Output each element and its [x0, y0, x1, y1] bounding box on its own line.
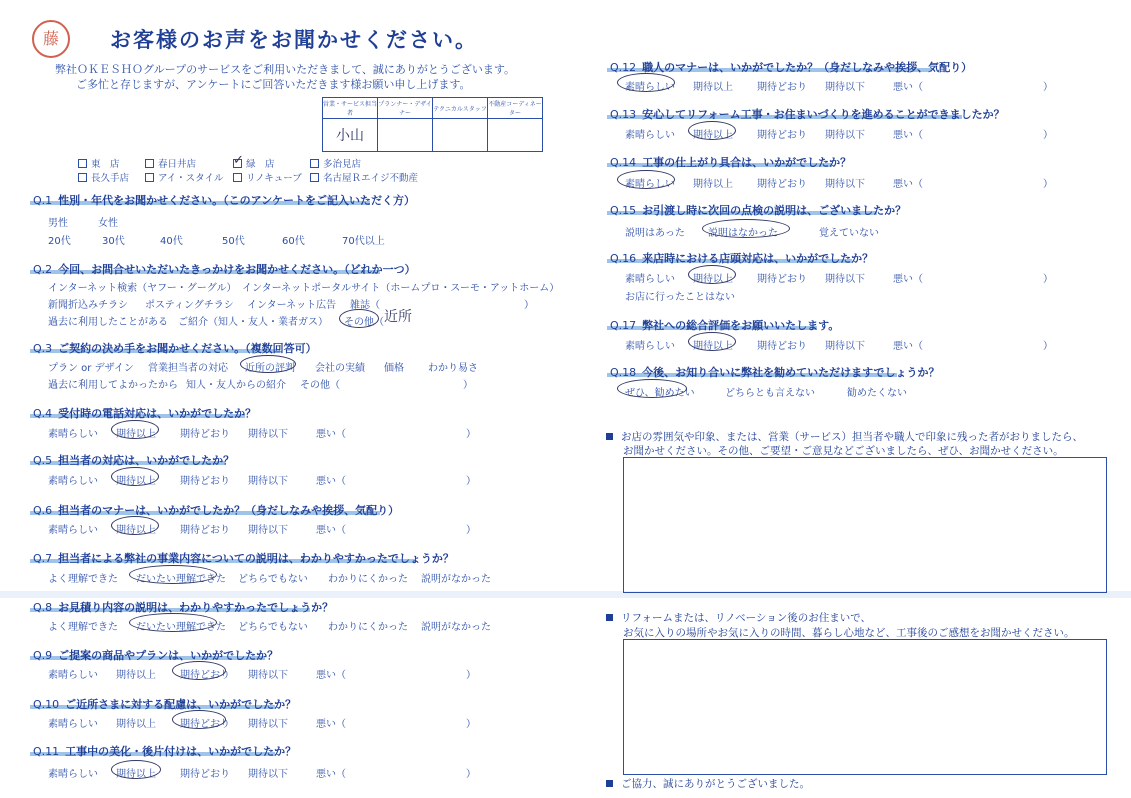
- q6-opt-as-expected[interactable]: 期待どおり: [180, 525, 230, 536]
- q2-title: Q.2 今回、お問合せいただいたきっかけをお聞かせください。（どれか一つ）: [33, 263, 416, 276]
- thanks-message: ご協力、誠にありがとうございました。: [606, 776, 810, 791]
- intro-line-1: 弊社ＯＫＥＳＨＯグループのサービスをご利用いただきまして、誠にありがとうございます。: [55, 63, 516, 76]
- q12-opt-poor[interactable]: 悪い（: [893, 82, 923, 93]
- q10-opt-below[interactable]: 期待以下: [248, 719, 288, 730]
- q16-answer-circle: [688, 265, 736, 284]
- q10-options: [48, 715, 476, 730]
- q17-opt-as-expected[interactable]: 期待どおり: [757, 341, 807, 352]
- q16-opt-excellent[interactable]: 素晴らしい: [625, 274, 675, 285]
- comment1-prompt-line2: お聞かせください。その他、ご要望・ご意見などございましたら、ぜひ、お聞かせください。: [623, 445, 1064, 457]
- q2-opt-search[interactable]: インターネット検索（ヤフー・グーグル）: [48, 283, 237, 294]
- q8-options: [48, 618, 491, 633]
- comment1-textarea[interactable]: [623, 457, 1107, 593]
- q4-opt-excellent[interactable]: 素晴らしい: [48, 429, 98, 440]
- q14-answer-circle: [617, 170, 675, 189]
- q14-opt-as-expected[interactable]: 期待どおり: [757, 179, 807, 190]
- q15-title: Q.15 お引渡し時に次回の点検の説明は、ございましたか？: [610, 204, 907, 217]
- q3-opt-friend[interactable]: 知人・友人からの紹介: [186, 380, 286, 391]
- store-label: リノキューブ: [246, 173, 302, 184]
- q15-opt-explained[interactable]: 説明はあった: [625, 228, 685, 239]
- store-tajimi[interactable]: [310, 156, 361, 170]
- q7-opt-understood[interactable]: よく理解できた: [48, 574, 118, 585]
- store-istyle[interactable]: [145, 170, 223, 184]
- page-title: お客様のお声をお聞かせください。: [110, 28, 478, 52]
- q14-opt-excellent[interactable]: 素晴らしい: [625, 179, 675, 190]
- store-midori[interactable]: [233, 153, 275, 170]
- q7-opt-mostly[interactable]: だいたい理解できた: [136, 574, 226, 585]
- store-nagakute[interactable]: [78, 170, 129, 184]
- q13-opt-poor[interactable]: 悪い（: [893, 130, 923, 141]
- staff-header-sales: 営業・サービス担当者: [323, 98, 378, 119]
- paren-close: ）: [466, 525, 476, 536]
- staff-table: [322, 97, 543, 152]
- q2-opt-other[interactable]: その他（: [344, 317, 384, 328]
- seal-stamp: 藤: [32, 20, 70, 58]
- q1-age-70s[interactable]: 70代以上: [342, 236, 385, 247]
- q4-answer-circle: [111, 420, 159, 439]
- q14-opt-poor[interactable]: 悪い（: [893, 179, 923, 190]
- q16-opt-never-visited[interactable]: お店に行ったことはない: [625, 292, 735, 303]
- q3-title: Q.3 ご契約の決め手をお聞かせください。（複数回答可）: [33, 342, 317, 355]
- bullet-square-icon: [606, 433, 613, 440]
- paren-close: ）: [1043, 82, 1053, 93]
- q2-opt-posting[interactable]: ポスティングチラシ: [145, 300, 234, 311]
- q12-opt-excellent[interactable]: 素晴らしい: [625, 82, 675, 93]
- q11-opt-as-expected[interactable]: 期待どおり: [180, 769, 230, 780]
- q5-opt-as-expected[interactable]: 期待どおり: [180, 476, 230, 487]
- store-label: 長久手店: [91, 173, 130, 184]
- q18-opt-recommend[interactable]: ぜひ、勧めたい: [625, 388, 695, 399]
- q2-opt-past[interactable]: 過去に利用したことがある: [48, 317, 168, 328]
- q18-opt-neutral[interactable]: どちらとも言えない: [725, 388, 815, 399]
- q8-opt-no-explanation[interactable]: 説明がなかった: [421, 622, 491, 633]
- q14-title: Q.14 工事の仕上がり具合は、いかがでしたか？: [610, 156, 852, 169]
- q9-opt-excellent[interactable]: 素晴らしい: [48, 670, 98, 681]
- q14-opt-above[interactable]: 期待以上: [693, 179, 733, 190]
- q3-opt-plan[interactable]: プラン or デザイン: [48, 363, 134, 374]
- comment2-prompt-line1: リフォームまたは、リノベーション後のお住まいで、: [606, 610, 871, 625]
- q10-answer-circle: [172, 710, 226, 729]
- q10-opt-above[interactable]: 期待以上: [116, 719, 156, 730]
- q13-opt-above[interactable]: 期待以上: [693, 130, 733, 141]
- q4-opt-below[interactable]: 期待以下: [248, 429, 288, 440]
- q8-opt-unclear[interactable]: わかりにくかった: [328, 622, 408, 633]
- q2-opt-portal[interactable]: インターネットポータルサイト（ホームプロ・スーモ・アットホーム）: [242, 283, 560, 294]
- paren-close: ）: [466, 769, 476, 780]
- q15-answer-circle: [702, 219, 790, 238]
- q9-title: Q.9 ご提案の商品やプランは、いかがでしたか？: [33, 649, 279, 662]
- q2-opt-referral[interactable]: ご紹介（知人・友人・業者ガス）: [178, 317, 328, 328]
- q9-answer-circle: [172, 661, 226, 680]
- q8-opt-mostly[interactable]: だいたい理解できた: [136, 622, 226, 633]
- q12-opt-below[interactable]: 期待以下: [825, 82, 865, 93]
- q5-title: Q.5 担当者の対応は、いかがでしたか？: [33, 454, 235, 467]
- comment2-prompt-line2: お気に入りの場所やお気に入りの時間、暮らし心地など、工事後のご感想をお聞かせください。: [623, 627, 1075, 639]
- q7-title: Q.7 担当者による弊社の事業内容についての説明は、わかりやすかったでしょうか？: [33, 552, 454, 565]
- checkbox-checked[interactable]: [233, 153, 244, 168]
- q16-opt-as-expected[interactable]: 期待どおり: [757, 274, 807, 285]
- q17-opt-below[interactable]: 期待以下: [825, 341, 865, 352]
- q8-title: Q.8 お見積り内容の説明は、わかりやすかったでしょうか？: [33, 601, 334, 614]
- q17-answer-circle: [688, 332, 736, 351]
- q6-answer-circle: [111, 516, 159, 535]
- q11-opt-below[interactable]: 期待以下: [248, 769, 288, 780]
- q6-title: Q.6 担当者のマナーは、いかがでしたか？（身だしなみや挨拶、気配り）: [33, 504, 400, 517]
- q13-opt-below[interactable]: 期待以下: [825, 130, 865, 141]
- q3-other-close: ）: [463, 380, 473, 391]
- q2-answer-circle: [339, 309, 379, 328]
- q5-opt-above[interactable]: 期待以上: [116, 476, 156, 487]
- staff-header-technical: テクニカルスタッフ: [433, 98, 488, 119]
- checkbox[interactable]: [145, 159, 154, 168]
- q1-age-30s[interactable]: 30代: [102, 236, 125, 247]
- store-higashi[interactable]: [78, 156, 120, 170]
- q2-handwritten-answer[interactable]: 近所: [384, 309, 412, 325]
- q13-answer-circle: [688, 121, 736, 140]
- q10-opt-poor[interactable]: 悪い（: [316, 719, 346, 730]
- q1-title: Q.1 性別・年代をお聞かせください。（このアンケートをご記入いただく方）: [33, 194, 415, 207]
- store-label: 東 店: [91, 159, 120, 170]
- q3-opt-other[interactable]: その他（: [300, 380, 340, 391]
- q3-opt-staff[interactable]: 営業担当者の対応: [148, 363, 228, 374]
- checkbox[interactable]: [310, 173, 319, 182]
- paren-close: ）: [1043, 341, 1053, 352]
- q9-opt-poor[interactable]: 悪い（: [316, 670, 346, 681]
- q2-opt-newspaper[interactable]: 新聞折込みチラシ: [48, 300, 128, 311]
- q7-options: [48, 570, 491, 585]
- q7-answer-circle: [129, 565, 217, 584]
- q7-opt-unclear[interactable]: わかりにくかった: [328, 574, 408, 585]
- q3-opt-track-record[interactable]: 会社の実績: [315, 363, 365, 374]
- store-nagoya-rage[interactable]: [310, 170, 418, 184]
- q1-gender-male[interactable]: 男性: [48, 218, 68, 229]
- checkbox[interactable]: [310, 159, 319, 168]
- comment1-prompt-line1: お店の雰囲気や印象、または、営業（サービス）担当者や職人で印象に残った者がおりましたら、: [606, 429, 1083, 444]
- q16-opt-above[interactable]: 期待以上: [693, 274, 733, 285]
- intro-line-2: ご多忙と存じますが、アンケートにご回答いただきます様お願い申し上げます。: [76, 78, 471, 91]
- q6-opt-above[interactable]: 期待以上: [116, 525, 156, 536]
- q7-opt-neutral[interactable]: どちらでもない: [238, 574, 308, 585]
- bullet-square-icon: [606, 780, 613, 787]
- q12-answer-circle: [617, 73, 675, 92]
- q11-opt-excellent[interactable]: 素晴らしい: [48, 769, 98, 780]
- q9-opt-below[interactable]: 期待以下: [248, 670, 288, 681]
- q18-title: Q.18 今後、お知り合いに弊社を勧めていただけますでしょうか？: [610, 366, 940, 379]
- bullet-square-icon: [606, 614, 613, 621]
- staff-header-realestate: 不動産コーディネーター: [488, 98, 543, 119]
- paren-close: ）: [466, 719, 476, 730]
- q9-opt-above[interactable]: 期待以上: [116, 670, 156, 681]
- q3-opt-past[interactable]: 過去に利用してよかったから: [48, 380, 178, 391]
- q1-age-20s[interactable]: 20代: [48, 236, 71, 247]
- q10-opt-excellent[interactable]: 素晴らしい: [48, 719, 98, 730]
- q17-opt-above[interactable]: 期待以上: [693, 341, 733, 352]
- q17-opt-excellent[interactable]: 素晴らしい: [625, 341, 675, 352]
- store-kasugai[interactable]: [145, 156, 196, 170]
- q3-opt-clarity[interactable]: わかり易さ: [428, 363, 478, 374]
- paren-close: ）: [1043, 179, 1053, 190]
- q8-answer-circle: [129, 613, 217, 632]
- store-renocube[interactable]: [233, 170, 302, 184]
- q8-opt-neutral[interactable]: どちらでもない: [238, 622, 308, 633]
- q1-age-40s[interactable]: 40代: [160, 236, 183, 247]
- q11-opt-poor[interactable]: 悪い（: [316, 769, 346, 780]
- q1-gender-female[interactable]: 女性: [98, 218, 118, 229]
- store-label: 名古屋Ｒエイジ不動産: [323, 173, 419, 184]
- q11-title: Q.11 工事中の美化・後片付けは、いかがでしたか？: [33, 745, 297, 758]
- q4-title: Q.4 受付時の電話対応は、いかがでしたか？: [33, 407, 257, 420]
- q1-age-50s[interactable]: 50代: [222, 236, 245, 247]
- q9-options: [48, 666, 476, 681]
- q6-opt-below[interactable]: 期待以下: [248, 525, 288, 536]
- q4-opt-as-expected[interactable]: 期待どおり: [180, 429, 230, 440]
- checkbox[interactable]: [78, 173, 87, 182]
- q18-opt-not-recommend[interactable]: 勧めたくない: [847, 388, 907, 399]
- q2-opt-magazine[interactable]: 雑誌（: [350, 300, 380, 311]
- q13-opt-as-expected[interactable]: 期待どおり: [757, 130, 807, 141]
- q13-opt-excellent[interactable]: 素晴らしい: [625, 130, 675, 141]
- q16-title: Q.16 来店時における店頭対応は、いかがでしたか？: [610, 252, 874, 265]
- q6-opt-excellent[interactable]: 素晴らしい: [48, 525, 98, 536]
- paren-close: ）: [466, 476, 476, 487]
- q5-opt-below[interactable]: 期待以下: [248, 476, 288, 487]
- q10-title: Q.10 ご近所さまに対する配慮は、いかがでしたか？: [33, 698, 297, 711]
- staff-header-planner: プランナー・デザイナー: [378, 98, 433, 119]
- q5-opt-excellent[interactable]: 素晴らしい: [48, 476, 98, 487]
- q8-opt-understood[interactable]: よく理解できた: [48, 622, 118, 633]
- q14-options: [625, 175, 1053, 190]
- q5-opt-poor[interactable]: 悪い（: [316, 476, 346, 487]
- staff-planner-cell[interactable]: [378, 119, 433, 152]
- staff-technical-cell[interactable]: [433, 119, 488, 152]
- check-mark-icon: ✓: [233, 153, 244, 168]
- store-label: アイ・スタイル: [158, 173, 224, 184]
- q9-opt-as-expected[interactable]: 期待どおり: [180, 670, 230, 681]
- q1-age-60s[interactable]: 60代: [282, 236, 305, 247]
- store-label: 春日井店: [158, 159, 197, 170]
- q10-opt-as-expected[interactable]: 期待どおり: [180, 719, 230, 730]
- q11-opt-above[interactable]: 期待以上: [116, 769, 156, 780]
- q17-title: Q.17 弊社への総合評価をお願いいたします。: [610, 319, 840, 332]
- paren-close: ）: [466, 429, 476, 440]
- q16-opt-below[interactable]: 期待以下: [825, 274, 865, 285]
- q14-opt-below[interactable]: 期待以下: [825, 179, 865, 190]
- q4-opt-poor[interactable]: 悪い（: [316, 429, 346, 440]
- q3-answer-circle: [240, 355, 296, 373]
- q16-opt-poor[interactable]: 悪い（: [893, 274, 923, 285]
- q5-answer-circle: [111, 467, 159, 486]
- q12-opt-above[interactable]: 期待以上: [693, 82, 733, 93]
- q17-opt-poor[interactable]: 悪い（: [893, 341, 923, 352]
- paren-close: ）: [1043, 130, 1053, 141]
- q4-opt-above[interactable]: 期待以上: [116, 429, 156, 440]
- q6-opt-poor[interactable]: 悪い（: [316, 525, 346, 536]
- q2-opt-netad[interactable]: インターネット広告: [247, 300, 337, 311]
- checkbox[interactable]: [78, 159, 87, 168]
- q15-opt-dont-remember[interactable]: 覚えていない: [819, 228, 879, 239]
- q13-title: Q.13 安心してリフォーム工事・お住まいづくりを進めることができましたか？: [610, 108, 1005, 121]
- staff-realestate-cell[interactable]: [488, 119, 543, 152]
- checkbox[interactable]: [233, 173, 242, 182]
- paren-close: ）: [1043, 274, 1053, 285]
- q18-answer-circle: [617, 379, 687, 398]
- q3-opt-reputation[interactable]: 近所の評判: [245, 363, 295, 374]
- q11-answer-circle: [111, 760, 161, 779]
- store-label: 緑 店: [246, 159, 275, 170]
- comment2-textarea[interactable]: [623, 639, 1107, 775]
- store-label: 多治見店: [323, 159, 362, 170]
- q7-opt-no-explanation[interactable]: 説明がなかった: [421, 574, 491, 585]
- staff-sales-name[interactable]: 小山: [323, 119, 378, 152]
- q12-title: Q.12 職人のマナーは、いかがでしたか？（身だしなみや挨拶、気配り）: [610, 61, 973, 74]
- q12-options: [625, 78, 1053, 93]
- q3-opt-price[interactable]: 価格: [384, 363, 404, 374]
- q12-opt-as-expected[interactable]: 期待どおり: [757, 82, 807, 93]
- paren-close: ）: [466, 670, 476, 681]
- q15-opt-not-explained[interactable]: 説明はなかった: [708, 228, 778, 239]
- q2-magazine-close: ）: [524, 300, 534, 311]
- checkbox[interactable]: [145, 173, 154, 182]
